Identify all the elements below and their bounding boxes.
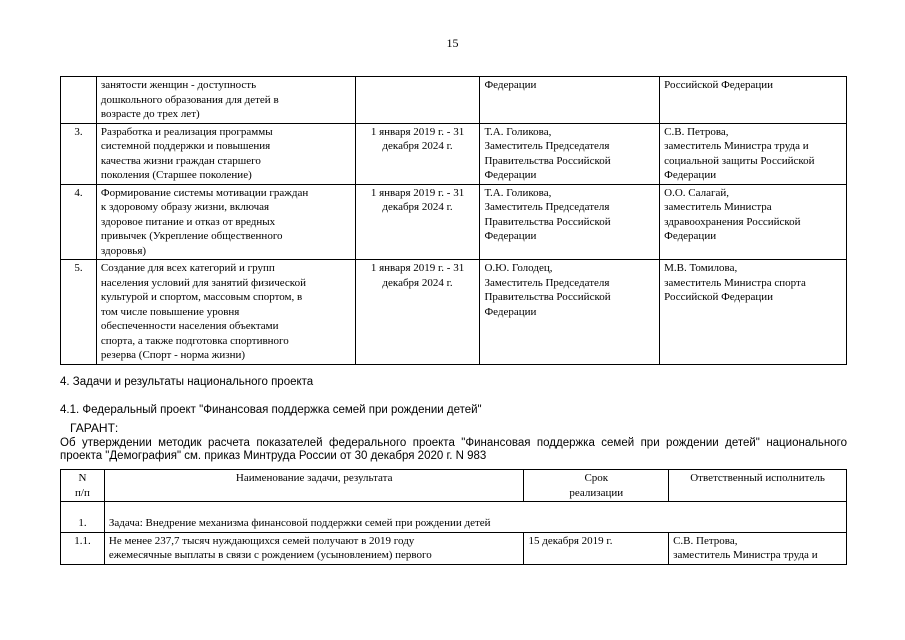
header-responsible: Ответственный исполнитель <box>669 470 847 502</box>
project-head: Т.А. Голикова, Заместитель Председателя Правительства Российской Федерации <box>480 184 660 260</box>
result-responsible: С.В. Петрова, заместитель Министра труда и <box>669 532 847 564</box>
project-head: Т.А. Голикова, Заместитель Председателя Правительства Российской Федерации <box>480 123 660 184</box>
header-num: N п/п <box>61 470 105 502</box>
row-num: 5. <box>61 260 97 365</box>
task-num: 1. <box>61 502 105 533</box>
project-admin: О.О. Салагай, заместитель Министра здравоохранения Российской Федерации <box>660 184 847 260</box>
garant-label: ГАРАНТ: <box>70 421 119 435</box>
garant-note-line-2: проекта "Демография" см. приказ Минтруда России от 30 декабря 2020 г. N 983 <box>60 450 487 462</box>
page-number: 15 <box>446 36 459 50</box>
row-num: 4. <box>61 184 97 260</box>
project-head: Федерации <box>480 77 660 124</box>
result-period: 15 декабря 2019 г. <box>524 532 669 564</box>
project-period: 1 января 2019 г. - 31 декабря 2024 г. <box>355 184 480 260</box>
table-row <box>61 77 847 124</box>
garant-note-line-1: Об утверждении методик расчета показателей федерального проекта "Финансовая поддержка семей при рождении детей" национального <box>60 437 847 449</box>
header-name: Наименование задачи, результата <box>104 470 524 502</box>
result-name: Не менее 237,7 тысяч нуждающихся семей получают в 2019 году ежемесячные выплаты в связи с рождением (усыновлением) первого <box>104 532 524 564</box>
project-period: 1 января 2019 г. - 31 декабря 2024 г. <box>355 260 480 365</box>
project-name: Формирование системы мотивации граждан к здоровому образу жизни, включая здоровое питание и отказ от вредных привычек (Укрепление общественного здоровья) <box>96 184 355 260</box>
row-num: 3. <box>61 123 97 184</box>
table-row <box>61 184 847 260</box>
row-num <box>61 77 97 124</box>
project-period: 1 января 2019 г. - 31 декабря 2024 г. <box>355 123 480 184</box>
project-admin: С.В. Петрова, заместитель Министра труда и социальной защиты Российской Федерации <box>660 123 847 184</box>
task-text: Задача: Внедрение механизма финансовой поддержки семей при рождении детей <box>104 502 846 533</box>
header-period: Срок реализации <box>524 470 669 502</box>
project-name: Разработка и реализация программы системной поддержки и повышения качества жизни граждан старшего поколения (Старшее поколение) <box>96 123 355 184</box>
table-row <box>61 260 847 365</box>
project-period <box>355 77 480 124</box>
project-admin: Российской Федерации <box>660 77 847 124</box>
project-name: Создание для всех категорий и групп населения условий для занятий физической культурой и спортом, массовым спортом, в том числе повышение уровня обеспеченности населения объектами спорта, а также подготовка спортивного резерва (Спорт - норма жизни) <box>96 260 355 365</box>
tasks-results-table <box>60 469 847 565</box>
table-header-row <box>61 470 847 502</box>
section-4-1-title: 4.1. Федеральный проект "Финансовая поддержка семей при рождении детей" <box>60 404 482 416</box>
project-admin: М.В. Томилова, заместитель Министра спорта Российской Федерации <box>660 260 847 365</box>
project-head: О.Ю. Голодец, Заместитель Председателя Правительства Российской Федерации <box>480 260 660 365</box>
section-4-title: 4. Задачи и результаты национального проекта <box>60 376 314 388</box>
result-row <box>61 532 847 564</box>
task-row <box>61 502 847 533</box>
project-name: занятости женщин - доступность дошкольного образования для детей в возрасте до трех лет) <box>96 77 355 124</box>
national-project-table <box>60 76 847 365</box>
table-row <box>61 123 847 184</box>
result-num: 1.1. <box>61 532 105 564</box>
